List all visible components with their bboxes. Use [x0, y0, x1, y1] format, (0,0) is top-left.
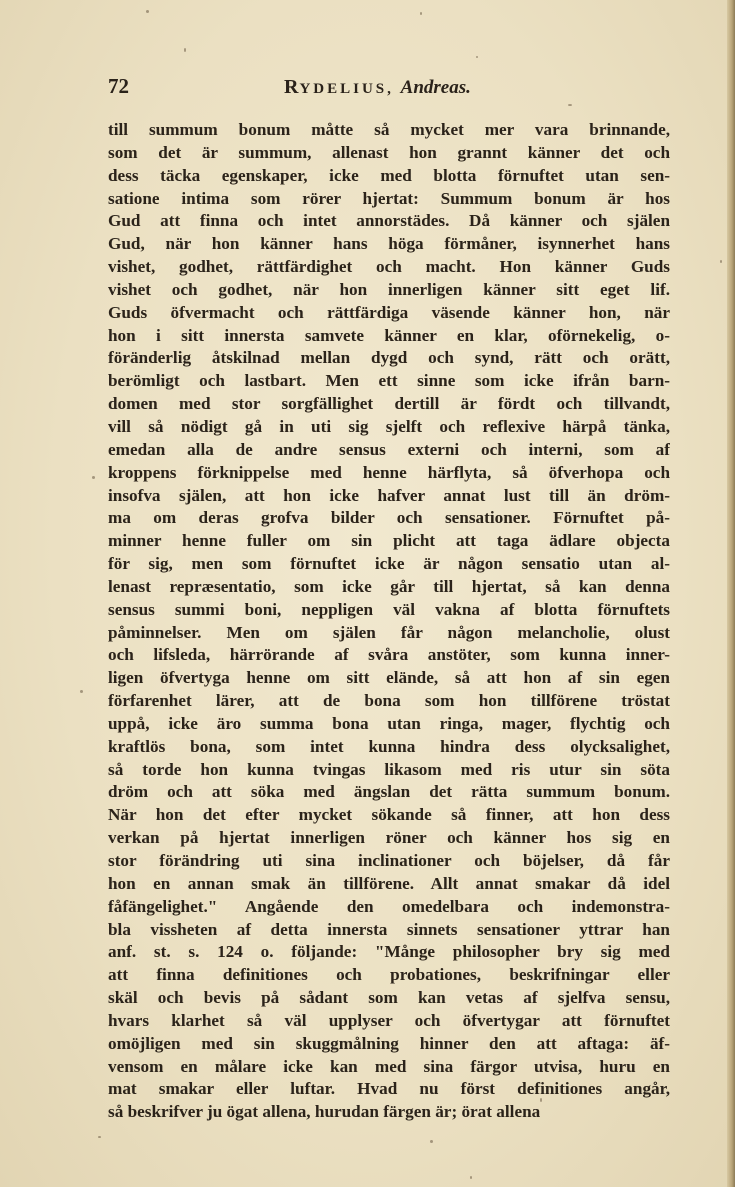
text-line: hon i sitt innersta samvete känner en klar, oförnekelig, o- [108, 325, 670, 345]
text-line: uppå, icke äro summa bona utan ringa, mager, flychtig och [108, 713, 670, 733]
text-line: omöjligen med sin skuggmålning hinner den att aftaga: äf- [108, 1033, 670, 1053]
running-head-forename: Andreas. [400, 77, 471, 98]
text-line: domen med stor sorgfällighet dertill är fördt och tillvandt, [108, 394, 670, 414]
print-speck [720, 260, 722, 263]
running-head-surname: YDELIUS, [299, 81, 394, 97]
text-line: bla vissheten af detta innersta sinnets sensationer yttrar han [108, 919, 670, 939]
text-line: ligen öfvertyga henne om sitt elände, så att hon af sin egen [108, 668, 670, 688]
text-line: hon en annan smak än tillförene. Allt annat smakar då idel [108, 873, 670, 893]
body-text [108, 119, 670, 1124]
text-line: emedan alla de andre sensus externi och interni, som af [108, 439, 670, 459]
text-line: verkan på hjertat innerligen röner och känner hos sig en [108, 828, 670, 848]
text-line: Gud att finna och intet annorstädes. Då känner och själen [108, 211, 670, 231]
print-speck [80, 690, 83, 693]
text-line: stor förändring uti sina inclinationer och böjelser, då får [108, 851, 670, 870]
print-speck [540, 1098, 542, 1102]
text-line: kraftlös bona, som intet kunna hindra dess olycksalighet, [108, 736, 670, 756]
text-line: vensom en målare icke kan med sina färgor utvisa, huru en [108, 1056, 670, 1076]
running-head [284, 76, 471, 99]
print-speck [430, 1140, 433, 1143]
text-line: dröm och att söka med ängslan det rätta summum bonum. [108, 782, 670, 802]
text-line: fåfängelighet." Angående den omedelbara och indemonstra- [108, 896, 670, 916]
text-line: mat smakar eller luftar. Hvad nu först definitiones angår, [108, 1079, 670, 1099]
print-speck [476, 56, 478, 58]
text-line: föränderlig åtskilnad mellan dygd och synd, rätt och orätt, [108, 348, 670, 368]
text-line: hvars klarhet så väl upplyser och öfvertygar att förnuftet [108, 1010, 670, 1030]
print-speck [146, 10, 149, 13]
text-line: förfarenhet lärer, att de bona som hon tillförene tröstat [108, 691, 670, 711]
print-speck [568, 104, 572, 106]
text-line: anf. st. s. 124 o. följande: "Månge philosopher bry sig med [108, 942, 670, 962]
text-line: Gud, när hon känner hans höga förmåner, isynnerhet hans [108, 234, 670, 254]
text-line: till summum bonum måtte så mycket mer vara brinnande, [108, 120, 670, 139]
text-line: kroppens förknippelse med henne härflyta, så öfverhopa och [108, 462, 670, 482]
print-speck [420, 12, 422, 15]
text-line: skäl och bevis på sådant som kan vetas af sjelfva sensu, [108, 988, 670, 1008]
page-header [108, 74, 668, 102]
text-line: dess täcka egenskaper, icke med blotta förnuftet utan sen- [108, 165, 670, 185]
text-line: När hon det efter mycket sökande så finner, att hon dess [108, 805, 670, 825]
page-number: 72 [108, 74, 129, 98]
print-speck [184, 48, 186, 52]
text-line: berömligt och lastbart. Men ett sinne som icke ifrån barn- [108, 371, 670, 391]
text-line: vishet och godhet, när hon innerligen känner sitt eget lif. [108, 279, 670, 299]
text-line: ma om deras grofva bilder och sensationer. Förnuftet på- [108, 508, 670, 528]
text-line: vishet, godhet, rättfärdighet och macht. Hon känner Guds [108, 257, 670, 277]
text-line: påminnelser. Men om själen får någon melancholie, olust [108, 622, 670, 642]
text-line: lenast repræsentatio, som icke går till hjertat, så kan denna [108, 576, 670, 596]
text-line: vill så nödigt gå in uti sig sjelft och reflexive härpå tänka, [108, 416, 670, 436]
print-speck [98, 1136, 101, 1138]
text-line: satione intima som rörer hjertat: Summum bonum är hos [108, 188, 670, 208]
text-line: Guds öfvermacht och rättfärdiga väsende känner hon, när [108, 302, 670, 322]
print-speck [470, 1176, 472, 1179]
text-line: så beskrifver ju ögat allena, hurudan färgen är; örat allena [108, 1102, 541, 1122]
page-edge-shadow [727, 0, 735, 1187]
running-head-initial: R [284, 76, 300, 98]
text-line: sensus summi boni, neppligen väl vakna af blotta förnuftets [108, 599, 670, 619]
text-line: för sig, men som förnuftet icke är någon sensatio utan al- [108, 554, 670, 574]
text-line: och lifsleda, härrörande af svåra anstöter, som kunna inner- [108, 645, 670, 665]
text-line: som det är summum, allenast hon grannt känner det och [108, 142, 670, 162]
text-line: insofva själen, att hon icke hafver annat lust till än dröm- [108, 485, 670, 505]
print-speck [92, 476, 95, 479]
text-line: att finna definitiones och probationes, beskrifningar eller [108, 965, 670, 985]
text-line: så torde hon kunna tvingas likasom med ris utur sin söta [108, 759, 670, 779]
text-line: minner henne fuller om sin plicht att taga ädlare objecta [108, 531, 670, 551]
